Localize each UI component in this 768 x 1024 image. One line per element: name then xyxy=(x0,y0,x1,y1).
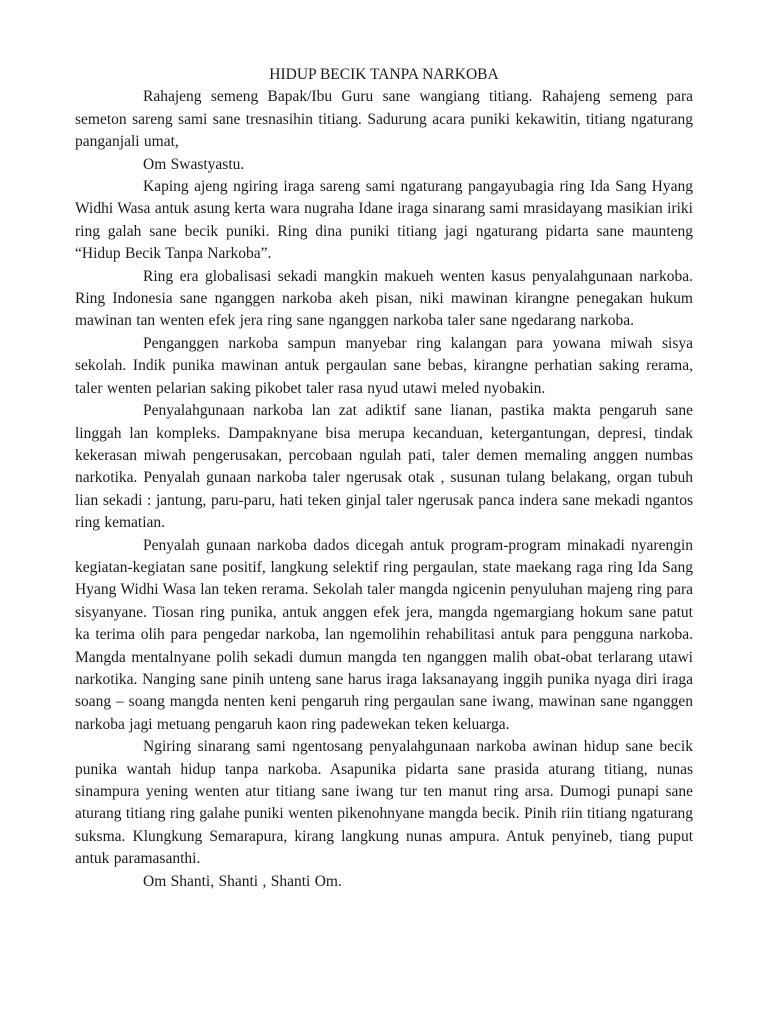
paragraph-effects: Penyalahgunaan narkoba lan zat adiktif sane lianan, pastika makta pengaruh sane linggah lan kompleks. Dampaknyane bisa merupa kecanduan, ketergantungan, depresi, tindak kekerasan miwah pengerusakan, percobaan ngulah pati, taler demen memaling anggen numbas narkotika. Penyalah gunaan narkoba taler ngerusak otak , susunan tulang belakang, organ tubuh lian sekadi : jantung, paru-paru, hati teken ginjal taler ngerusak panca indera sane mekadi ngantos ring kematian. xyxy=(75,402,693,532)
paragraph-prevention: Penyalah gunaan narkoba dados dicegah antuk program-program minakadi nyarengin kegiatan-kegiatan sane positif, langkung selektif ring pergaulan, state maekang raga ring Ida Sang Hyang Widhi Wasa lan teken rerama. Sekolah taler mangda ngicenin penyuluhan majeng ring para sisyanyane. Tiosan ring punika, antuk anggen efek jera, mangda ngemargiang hokum sane patut ka terima olih para pengedar narkoba, lan ngemolihin rehabilitasi antuk para pengguna narkoba. Mangda mentalnyane polih sekadi dumun mangda ten nganggen malih obat-obat terlarang utawi narkotika. Nanging sane pinih unteng sane harus iraga laksanayang inggih punika nyaga diri iraga soang – soang mangda nenten keni pengaruh ring pergaulan sane iwang, mawinan sane nganggen narkoba jagi metuang pengaruh kaon ring padewekan teken keluarga. xyxy=(75,536,693,733)
paragraph-closing: Ngiring sinarang sami ngentosang penyalahgunaan narkoba awinan hidup sane becik punika wantah hidup tanpa narkoba. Asapunika pidarta sane prasida aturang titiang, nunas sinampura yening wenten atur titiang sane iwang tur ten manut ring arsa. Dumogi punapi sane aturang titiang ring galahe puniki wenten pikenohnyane mangda becik. Pinih riin titiang ngaturang suksma. Klungkung Semarapura, kirang langkung nunas ampura. Antuk penyineb, tiang puput antuk paramasanthi. xyxy=(75,738,693,868)
paragraph-om-swastyastu: Om Swastyastu. xyxy=(143,155,245,173)
paragraph-globalization: Ring era globalisasi sekadi mangkin makueh wenten kasus penyalahgunaan narkoba. Ring Indonesia sane nganggen narkoba akeh pisan, niki mawinan kirangne penegakan hukum mawinan tan wenten efek jera ring sane nganggen narkoba taler sane ngedarang narkoba. xyxy=(75,267,693,330)
paragraph-greeting: Rahajeng semeng Bapak/Ibu Guru sane wangiang titiang. Rahajeng semeng para semeton sareng sami sane tresnasihin titiang. Sadurung acara puniki kekawitin, titiang ngaturang panganjali umat, xyxy=(75,88,693,151)
document-title: HIDUP BECIK TANPA NARKOBA xyxy=(269,66,499,83)
paragraph-om-shanti: Om Shanti, Shanti , Shanti Om. xyxy=(143,872,342,890)
paragraph-spread: Penganggen narkoba sampun manyebar ring kalangan para yowana miwah sisya sekolah. Indik punika mawinan antuk pergaulan sane bebas, kirangne perhatian saking rerama, taler wenten pelarian saking pikobet taler rasa nyud utawi meled nyobakin. xyxy=(75,334,693,397)
paragraph-opening: Kaping ajeng ngiring iraga sareng sami ngaturang pangayubagia ring Ida Sang Hyang Widhi Wasa antuk asung kerta wara nugraha Idane iraga sinarang sami mrasidayang masikian iriki ring galah sane becik puniki. Ring dina puniki titiang jagi ngaturang pidarta sane maunteng “Hidup Becik Tanpa Narkoba”. xyxy=(75,178,693,263)
